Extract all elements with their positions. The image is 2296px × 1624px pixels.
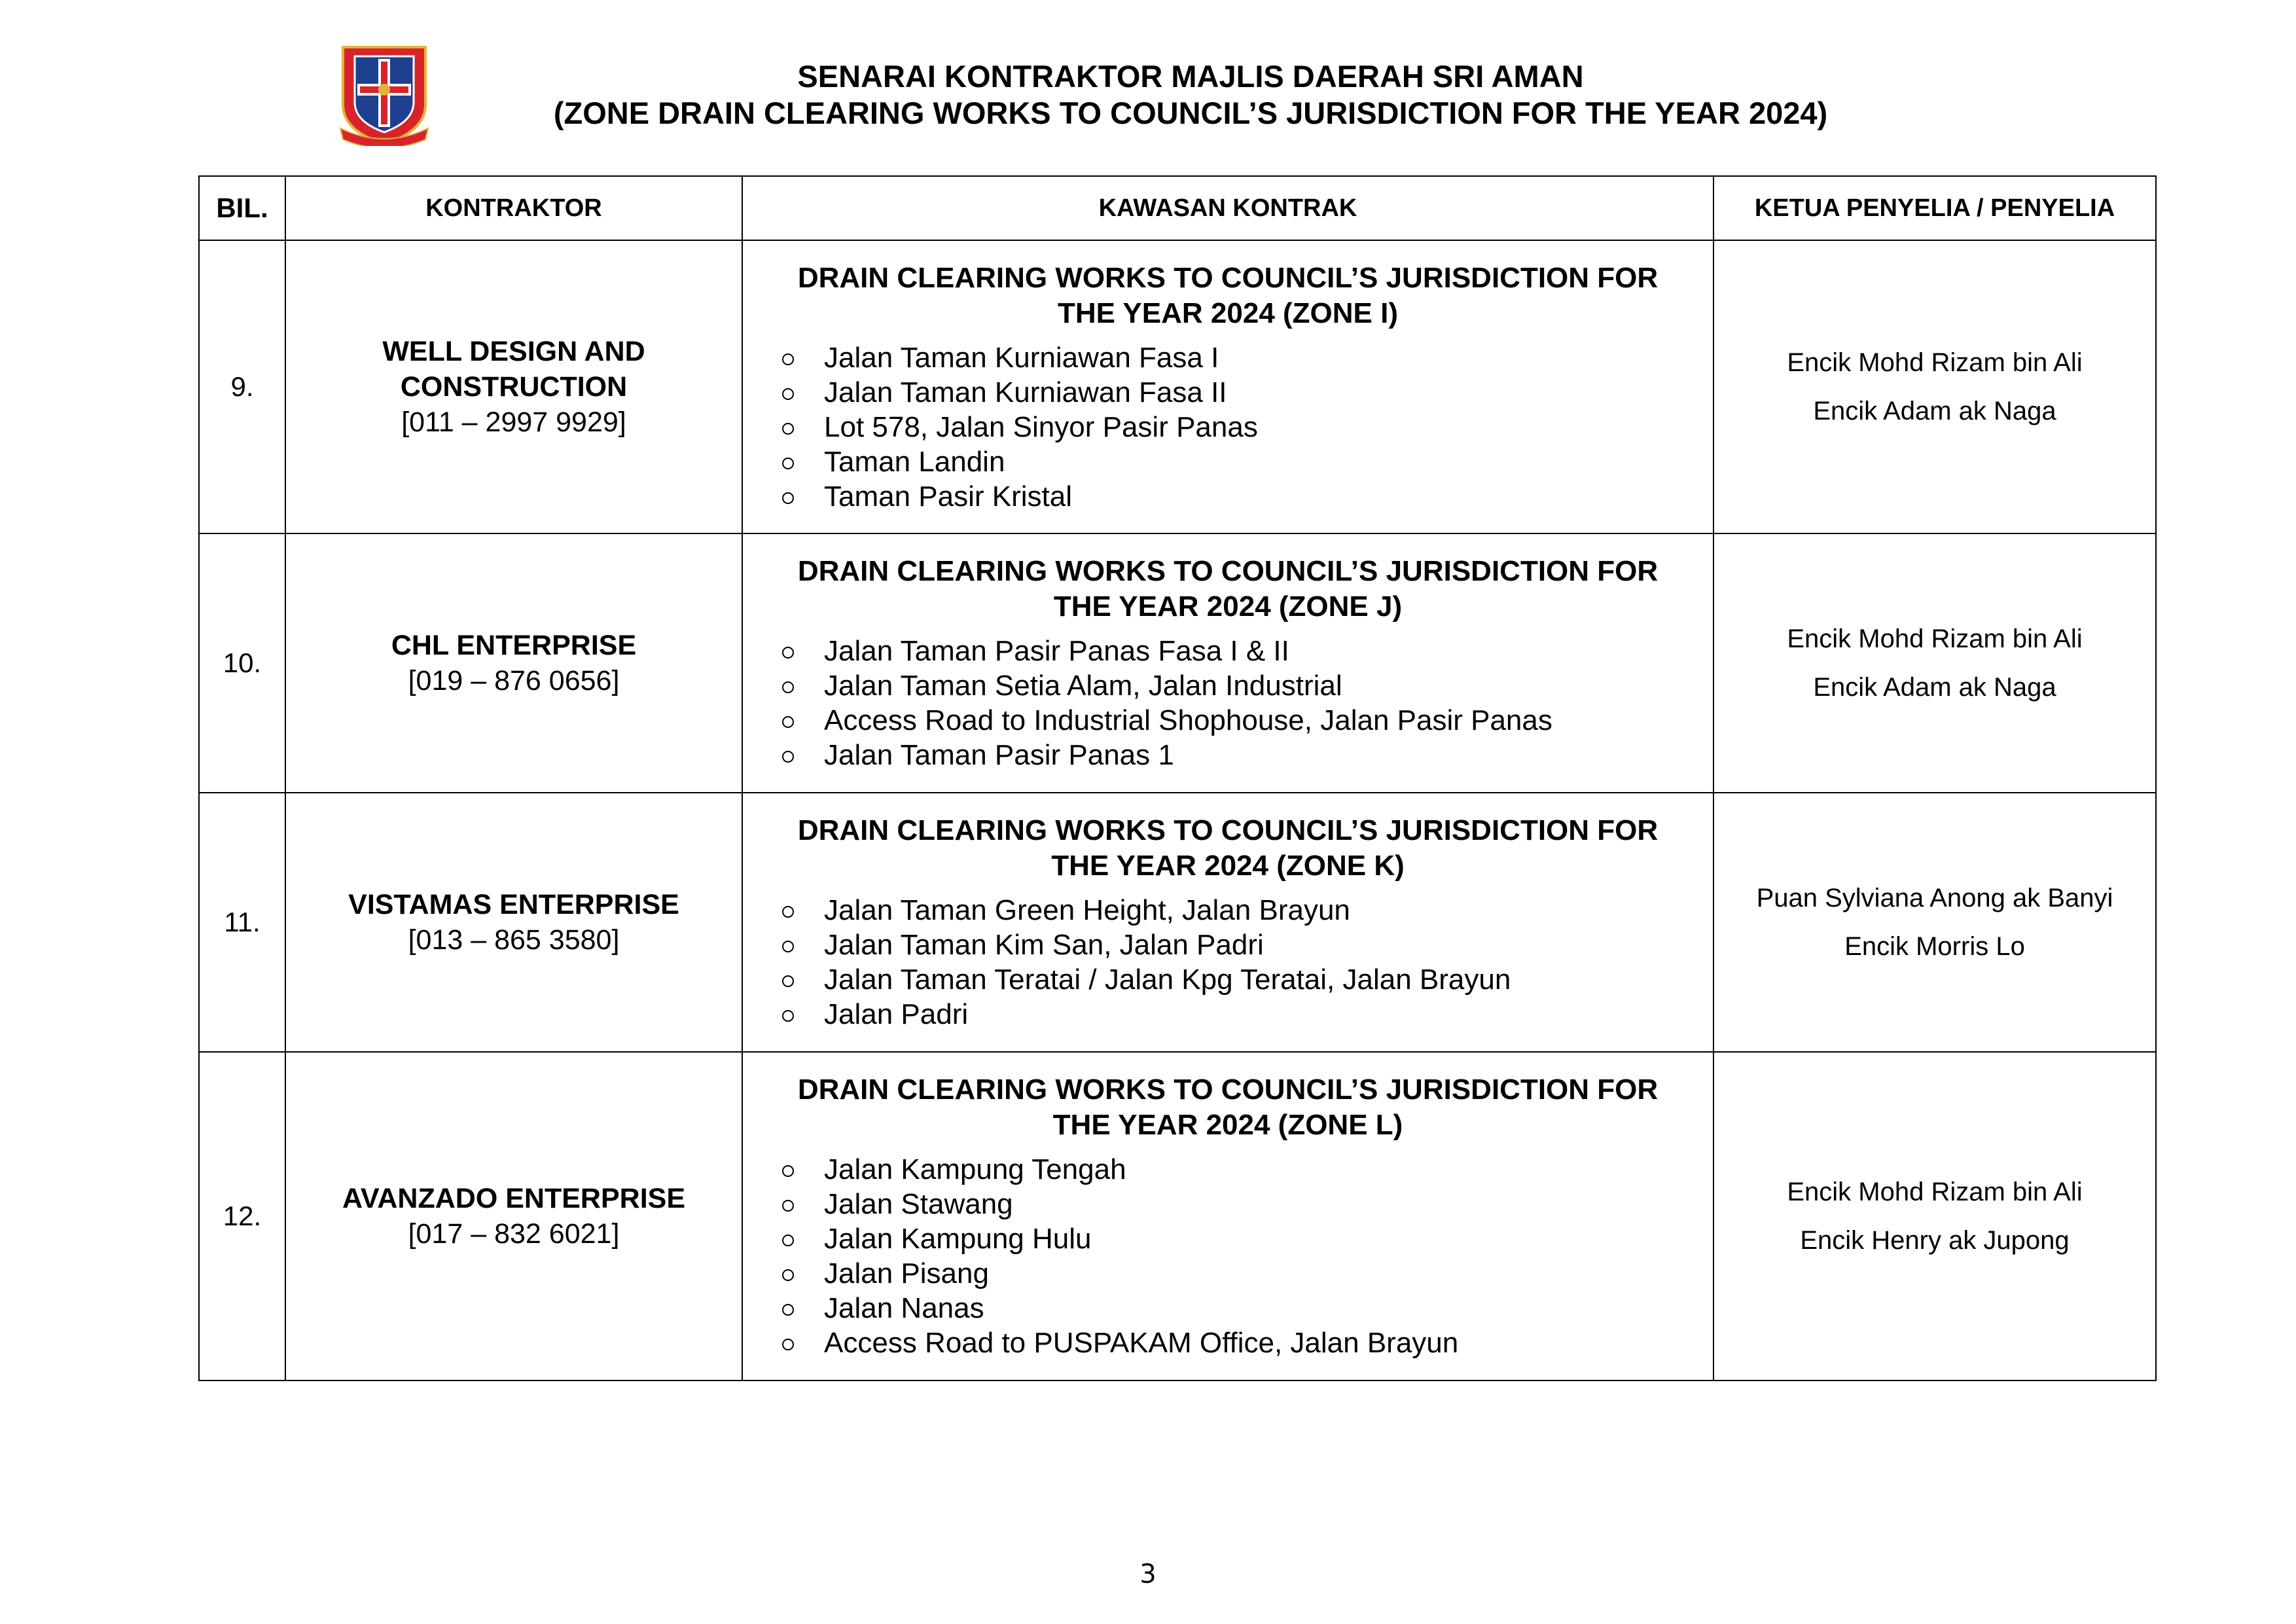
document-title: SENARAI KONTRAKTOR MAJLIS DAERAH SRI AMAN (797, 59, 1584, 94)
contractor-cell (285, 1052, 742, 1380)
header-area: KAWASAN KONTRAK (742, 176, 1713, 240)
bullet-icon (782, 492, 794, 504)
row-number: 9. (199, 240, 285, 533)
list-item: Jalan Taman Green Height, Jalan Brayun (782, 893, 1713, 928)
list-item: Jalan Taman Kurniawan Fasa I (782, 340, 1713, 375)
supervisor-name: Encik Adam ak Naga (1813, 397, 2056, 425)
bullet-icon (782, 647, 794, 659)
bullet-icon (782, 941, 794, 952)
list-item: Lot 578, Jalan Sinyor Pasir Panas (782, 410, 1713, 444)
contractor-name: CONSTRUCTION (400, 371, 628, 403)
bullet-icon (782, 975, 794, 987)
table-header-row (199, 176, 2156, 240)
list-item: Jalan Taman Teratai / Jalan Kpg Teratai, Jalan Brayun (782, 962, 1713, 997)
list-item: Jalan Taman Setia Alam, Jalan Industrial (782, 668, 1713, 703)
list-item: Taman Pasir Kristal (782, 479, 1713, 514)
bullet-icon (782, 681, 794, 693)
bullet-icon (782, 1010, 794, 1022)
bullet-icon (782, 388, 794, 400)
contractor-cell (285, 793, 742, 1052)
contractor-phone: [013 – 865 3580] (408, 924, 620, 956)
bullet-icon (782, 353, 794, 365)
list-item: Access Road to Industrial Shophouse, Jalan Pasir Panas (782, 703, 1713, 738)
area-list (743, 340, 1713, 514)
contractor-name: WELL DESIGN AND (382, 336, 645, 367)
contractor-table (198, 175, 2157, 1381)
contractor-cell (285, 240, 742, 533)
contractor-cell (285, 533, 742, 793)
area-list (743, 893, 1713, 1032)
area-cell (742, 1052, 1713, 1380)
area-cell (742, 240, 1713, 533)
contractor-name: CHL ENTERPRISE (391, 630, 637, 661)
supervisor-cell (1713, 793, 2156, 1052)
bullet-icon (782, 458, 794, 469)
table-row (199, 793, 2156, 1052)
bullet-icon (782, 751, 794, 763)
bullet-icon (782, 1165, 794, 1177)
supervisor-name: Puan Sylviana Anong ak Banyi (1756, 884, 2113, 912)
row-number: 12. (199, 1052, 285, 1380)
supervisor-name: Encik Mohd Rizam bin Ali (1787, 624, 2083, 653)
bullet-icon (782, 1304, 794, 1316)
supervisor-name: Encik Mohd Rizam bin Ali (1787, 348, 2083, 377)
list-item: Taman Landin (782, 444, 1713, 479)
header-contractor: KONTRAKTOR (285, 176, 742, 240)
area-title: THE YEAR 2024 (ZONE I) (1058, 297, 1398, 329)
area-title: THE YEAR 2024 (ZONE J) (1053, 590, 1403, 623)
bullet-icon (782, 1200, 794, 1212)
contractor-phone: [019 – 876 0656] (408, 665, 620, 696)
supervisor-cell (1713, 533, 2156, 793)
area-cell (742, 533, 1713, 793)
area-list (743, 1152, 1713, 1360)
contractor-name: VISTAMAS ENTERPRISE (348, 889, 679, 920)
supervisor-name: Encik Henry ak Jupong (1800, 1226, 2070, 1255)
list-item: Jalan Pisang (782, 1256, 1713, 1291)
contractor-phone: [017 – 832 6021] (408, 1218, 620, 1250)
supervisor-name: Encik Morris Lo (1844, 932, 2025, 961)
bullet-icon (782, 1269, 794, 1281)
supervisor-name: Encik Mohd Rizam bin Ali (1787, 1178, 2083, 1206)
list-item: Jalan Stawang (782, 1187, 1713, 1221)
list-item: Jalan Taman Pasir Panas 1 (782, 738, 1713, 772)
list-item: Access Road to PUSPAKAM Office, Jalan Brayun (782, 1326, 1713, 1360)
area-cell (742, 793, 1713, 1052)
list-item: Jalan Taman Pasir Panas Fasa I & II (782, 634, 1713, 668)
list-item: Jalan Taman Kim San, Jalan Padri (782, 928, 1713, 962)
list-item: Jalan Kampung Hulu (782, 1221, 1713, 1256)
area-title: THE YEAR 2024 (ZONE L) (1052, 1109, 1403, 1141)
row-number: 11. (199, 793, 285, 1052)
contractor-phone: [011 – 2997 9929] (401, 406, 626, 438)
page-number: 3 (1139, 1559, 1157, 1589)
list-item: Jalan Taman Kurniawan Fasa II (782, 375, 1713, 410)
table-row (199, 533, 2156, 793)
list-item: Jalan Nanas (782, 1291, 1713, 1326)
supervisor-cell (1713, 240, 2156, 533)
header-supervisor: KETUA PENYELIA / PENYELIA (1713, 176, 2156, 240)
area-list (743, 634, 1713, 772)
header-no: BIL. (199, 176, 285, 240)
area-title: DRAIN CLEARING WORKS TO COUNCIL’S JURISDICTION FOR (797, 555, 1659, 587)
table-row (199, 240, 2156, 533)
document-subtitle: (ZONE DRAIN CLEARING WORKS TO COUNCIL’S JURISDICTION FOR THE YEAR 2024) (553, 96, 1828, 130)
contractor-name: AVANZADO ENTERPRISE (342, 1183, 685, 1214)
bullet-icon (782, 716, 794, 728)
list-item: Jalan Kampung Tengah (782, 1152, 1713, 1187)
area-title: DRAIN CLEARING WORKS TO COUNCIL’S JURISDICTION FOR (797, 261, 1659, 294)
bullet-icon (782, 1235, 794, 1246)
area-title: THE YEAR 2024 (ZONE K) (1051, 850, 1405, 882)
supervisor-name: Encik Adam ak Naga (1813, 673, 2056, 702)
row-number: 10. (199, 533, 285, 793)
area-title: DRAIN CLEARING WORKS TO COUNCIL’S JURISDICTION FOR (797, 814, 1659, 846)
table-row (199, 1052, 2156, 1380)
bullet-icon (782, 423, 794, 435)
bullet-icon (782, 1339, 794, 1350)
bullet-icon (782, 906, 794, 918)
area-title: DRAIN CLEARING WORKS TO COUNCIL’S JURISDICTION FOR (797, 1074, 1659, 1106)
list-item: Jalan Padri (782, 997, 1713, 1032)
supervisor-cell (1713, 1052, 2156, 1380)
